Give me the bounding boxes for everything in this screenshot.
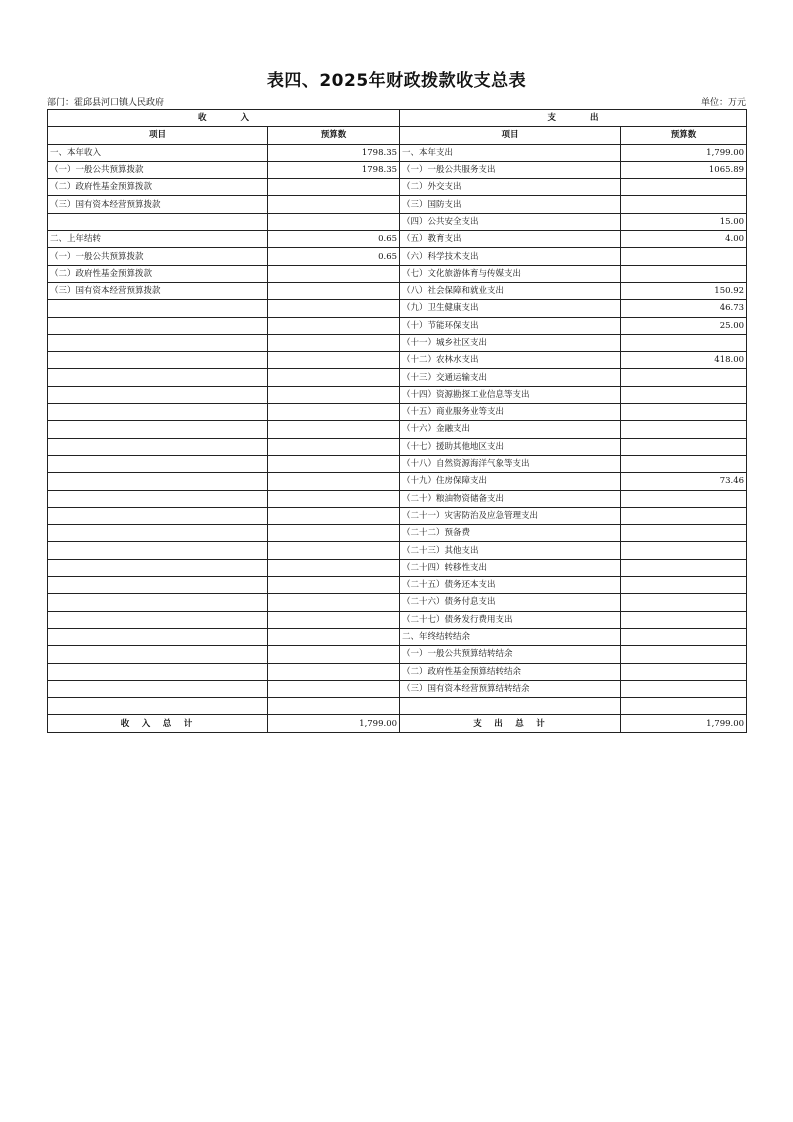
expense-item-cell: （八）社会保障和就业支出 bbox=[400, 282, 621, 299]
income-item-cell bbox=[48, 317, 268, 334]
expense-item-cell: （五）教育支出 bbox=[400, 231, 621, 248]
expense-value-cell: 4.00 bbox=[621, 231, 747, 248]
income-item-cell: （二）政府性基金预算拨款 bbox=[48, 265, 268, 282]
income-item-cell bbox=[48, 404, 268, 421]
income-value-cell bbox=[268, 196, 400, 213]
expense-item-cell: （十三）交通运输支出 bbox=[400, 369, 621, 386]
expense-item-cell: （二十七）债务发行费用支出 bbox=[400, 611, 621, 628]
income-item-cell bbox=[48, 628, 268, 645]
page-title: 表四、2025年财政拨款收支总表 bbox=[266, 71, 527, 91]
table-row bbox=[48, 317, 747, 334]
income-item-cell bbox=[48, 334, 268, 351]
income-item-cell bbox=[48, 490, 268, 507]
income-item-cell bbox=[48, 525, 268, 542]
table-row bbox=[48, 663, 747, 680]
expense-item-cell: （九）卫生健康支出 bbox=[400, 300, 621, 317]
expense-item-cell: （三）国防支出 bbox=[400, 196, 621, 213]
table-row bbox=[48, 231, 747, 248]
income-value-cell bbox=[268, 421, 400, 438]
income-value-cell: 1798.35 bbox=[268, 161, 400, 178]
expense-value-cell bbox=[621, 594, 747, 611]
expense-item-cell: （二十四）转移性支出 bbox=[400, 559, 621, 576]
budget-table bbox=[47, 109, 747, 733]
expense-value-cell bbox=[621, 698, 747, 715]
income-item-cell bbox=[48, 455, 268, 472]
table-row bbox=[48, 646, 747, 663]
expense-item-cell: 二、年终结转结余 bbox=[400, 628, 621, 645]
income-value-cell bbox=[268, 300, 400, 317]
expense-value-cell bbox=[621, 663, 747, 680]
expense-item-cell: （十一）城乡社区支出 bbox=[400, 334, 621, 351]
expense-item-cell: （十七）援助其他地区支出 bbox=[400, 438, 621, 455]
unit-label: 单位：万元 bbox=[700, 98, 746, 108]
income-value-cell bbox=[268, 577, 400, 594]
expense-value-cell bbox=[621, 404, 747, 421]
table-row bbox=[48, 594, 747, 611]
income-value-cell bbox=[268, 542, 400, 559]
expense-value-cell bbox=[621, 490, 747, 507]
income-item-header: 项目 bbox=[48, 127, 268, 144]
income-item-cell bbox=[48, 611, 268, 628]
table-row bbox=[48, 179, 747, 196]
expense-value-cell: 418.00 bbox=[621, 352, 747, 369]
income-total-value: 1,799.00 bbox=[268, 715, 400, 732]
expense-item-cell: （十九）住房保障支出 bbox=[400, 473, 621, 490]
income-value-cell: 0.65 bbox=[268, 248, 400, 265]
income-item-cell bbox=[48, 300, 268, 317]
income-item-cell bbox=[48, 213, 268, 230]
income-value-cell bbox=[268, 317, 400, 334]
income-item-cell bbox=[48, 594, 268, 611]
table-row bbox=[48, 144, 747, 161]
income-total-label: 收 入 总 计 bbox=[48, 715, 268, 732]
table-row bbox=[48, 352, 747, 369]
expense-item-cell: （二十一）灾害防治及应急管理支出 bbox=[400, 507, 621, 524]
expense-value-cell: 1065.89 bbox=[621, 161, 747, 178]
income-value-cell bbox=[268, 265, 400, 282]
table-row bbox=[48, 421, 747, 438]
expense-value-cell bbox=[621, 334, 747, 351]
table-row bbox=[48, 525, 747, 542]
income-value-cell: 1798.35 bbox=[268, 144, 400, 161]
income-item-cell bbox=[48, 646, 268, 663]
income-item-cell bbox=[48, 542, 268, 559]
income-value-cell: 0.65 bbox=[268, 231, 400, 248]
expense-item-cell: （六）科学技术支出 bbox=[400, 248, 621, 265]
expense-value-cell: 1,799.00 bbox=[621, 144, 747, 161]
table-row bbox=[48, 300, 747, 317]
income-value-cell bbox=[268, 213, 400, 230]
expense-value-cell bbox=[621, 646, 747, 663]
table-row bbox=[48, 161, 747, 178]
expense-value-cell bbox=[621, 525, 747, 542]
income-item-cell bbox=[48, 680, 268, 697]
expense-value-cell bbox=[621, 680, 747, 697]
income-item-cell: （一）一般公共预算拨款 bbox=[48, 248, 268, 265]
expense-total-value: 1,799.00 bbox=[621, 715, 747, 732]
expense-item-cell: （二十）粮油物资储备支出 bbox=[400, 490, 621, 507]
expense-value-cell bbox=[621, 369, 747, 386]
expense-item-cell: （一）一般公共预算结转结余 bbox=[400, 646, 621, 663]
income-value-cell bbox=[268, 680, 400, 697]
income-item-cell: （二）政府性基金预算拨款 bbox=[48, 179, 268, 196]
income-item-cell bbox=[48, 421, 268, 438]
expense-value-cell bbox=[621, 196, 747, 213]
table-row bbox=[48, 680, 747, 697]
expense-item-cell: （一）一般公共服务支出 bbox=[400, 161, 621, 178]
expense-item-cell: （十六）金融支出 bbox=[400, 421, 621, 438]
income-item-cell: （三）国有资本经营预算拨款 bbox=[48, 282, 268, 299]
income-value-cell bbox=[268, 369, 400, 386]
income-item-cell bbox=[48, 507, 268, 524]
income-value-cell bbox=[268, 628, 400, 645]
income-item-cell: 二、上年结转 bbox=[48, 231, 268, 248]
income-value-cell bbox=[268, 438, 400, 455]
table-row bbox=[48, 404, 747, 421]
expense-value-cell bbox=[621, 559, 747, 576]
expense-item-cell: （十）节能环保支出 bbox=[400, 317, 621, 334]
table-row bbox=[48, 628, 747, 645]
expense-value-cell bbox=[621, 179, 747, 196]
table-row bbox=[48, 507, 747, 524]
table-row bbox=[48, 611, 747, 628]
income-item-cell: 一、本年收入 bbox=[48, 144, 268, 161]
expense-item-cell: （二）政府性基金预算结转结余 bbox=[400, 663, 621, 680]
table-row bbox=[48, 369, 747, 386]
expense-value-cell bbox=[621, 386, 747, 403]
table-row bbox=[48, 455, 747, 472]
income-value-cell bbox=[268, 663, 400, 680]
income-item-cell bbox=[48, 369, 268, 386]
expense-value-cell bbox=[621, 507, 747, 524]
table-row bbox=[48, 473, 747, 490]
totals-row bbox=[48, 715, 747, 732]
expense-item-cell: （三）国有资本经营预算结转结余 bbox=[400, 680, 621, 697]
income-item-cell: （一）一般公共预算拨款 bbox=[48, 161, 268, 178]
income-value-cell bbox=[268, 386, 400, 403]
table-row bbox=[48, 334, 747, 351]
expense-item-cell bbox=[400, 698, 621, 715]
income-value-cell bbox=[268, 334, 400, 351]
expense-value-cell bbox=[621, 455, 747, 472]
section-header-row bbox=[48, 110, 747, 127]
expense-value-cell: 25.00 bbox=[621, 317, 747, 334]
department-label: 部门：霍邱县河口镇人民政府 bbox=[47, 98, 165, 108]
expense-item-cell: （二十五）债务还本支出 bbox=[400, 577, 621, 594]
income-item-cell bbox=[48, 698, 268, 715]
expense-value-cell bbox=[621, 421, 747, 438]
table-row bbox=[48, 577, 747, 594]
expense-value-cell: 150.92 bbox=[621, 282, 747, 299]
expense-item-cell: （十四）资源勘探工业信息等支出 bbox=[400, 386, 621, 403]
income-value-cell bbox=[268, 507, 400, 524]
income-item-cell bbox=[48, 386, 268, 403]
expense-value-cell: 46.73 bbox=[621, 300, 747, 317]
income-value-cell bbox=[268, 404, 400, 421]
expense-value-cell bbox=[621, 542, 747, 559]
income-value-cell bbox=[268, 352, 400, 369]
table-row bbox=[48, 282, 747, 299]
expense-total-label: 支 出 总 计 bbox=[400, 715, 621, 732]
expense-item-cell: （十五）商业服务业等支出 bbox=[400, 404, 621, 421]
expense-item-cell: （二）外交支出 bbox=[400, 179, 621, 196]
income-value-cell bbox=[268, 646, 400, 663]
expense-item-header: 项目 bbox=[400, 127, 621, 144]
income-budget-header: 预算数 bbox=[268, 127, 400, 144]
income-item-cell: （三）国有资本经营预算拨款 bbox=[48, 196, 268, 213]
expense-value-cell bbox=[621, 438, 747, 455]
income-item-cell bbox=[48, 352, 268, 369]
expense-item-cell: （四）公共安全支出 bbox=[400, 213, 621, 230]
expense-value-cell bbox=[621, 265, 747, 282]
income-item-cell bbox=[48, 663, 268, 680]
table-row bbox=[48, 196, 747, 213]
expense-item-cell: （十二）农林水支出 bbox=[400, 352, 621, 369]
table-row bbox=[48, 386, 747, 403]
expense-item-cell: 一、本年支出 bbox=[400, 144, 621, 161]
income-value-cell bbox=[268, 490, 400, 507]
income-item-cell bbox=[48, 438, 268, 455]
expense-value-cell: 15.00 bbox=[621, 213, 747, 230]
table-row bbox=[48, 248, 747, 265]
expense-item-cell: （七）文化旅游体育与传媒支出 bbox=[400, 265, 621, 282]
expense-item-cell: （十八）自然资源海洋气象等支出 bbox=[400, 455, 621, 472]
income-value-cell bbox=[268, 179, 400, 196]
expense-value-cell: 73.46 bbox=[621, 473, 747, 490]
expense-value-cell bbox=[621, 577, 747, 594]
expense-budget-header: 预算数 bbox=[621, 127, 747, 144]
income-value-cell bbox=[268, 698, 400, 715]
income-value-cell bbox=[268, 282, 400, 299]
table-row bbox=[48, 559, 747, 576]
expense-item-cell: （二十二）预备费 bbox=[400, 525, 621, 542]
expense-value-cell bbox=[621, 248, 747, 265]
income-section-header: 收 入 bbox=[48, 110, 400, 127]
table-row bbox=[48, 213, 747, 230]
expense-value-cell bbox=[621, 611, 747, 628]
table-meta bbox=[47, 95, 746, 109]
income-value-cell bbox=[268, 594, 400, 611]
income-item-cell bbox=[48, 473, 268, 490]
table-row bbox=[48, 265, 747, 282]
income-value-cell bbox=[268, 559, 400, 576]
table-row bbox=[48, 542, 747, 559]
expense-item-cell: （二十六）债务付息支出 bbox=[400, 594, 621, 611]
column-header-row bbox=[48, 127, 747, 144]
income-value-cell bbox=[268, 611, 400, 628]
table-row bbox=[48, 490, 747, 507]
income-value-cell bbox=[268, 473, 400, 490]
income-value-cell bbox=[268, 525, 400, 542]
income-value-cell bbox=[268, 455, 400, 472]
table-row bbox=[48, 438, 747, 455]
expense-section-header: 支 出 bbox=[400, 110, 747, 127]
expense-item-cell: （二十三）其他支出 bbox=[400, 542, 621, 559]
expense-value-cell bbox=[621, 628, 747, 645]
table-row bbox=[48, 698, 747, 715]
income-item-cell bbox=[48, 577, 268, 594]
income-item-cell bbox=[48, 559, 268, 576]
